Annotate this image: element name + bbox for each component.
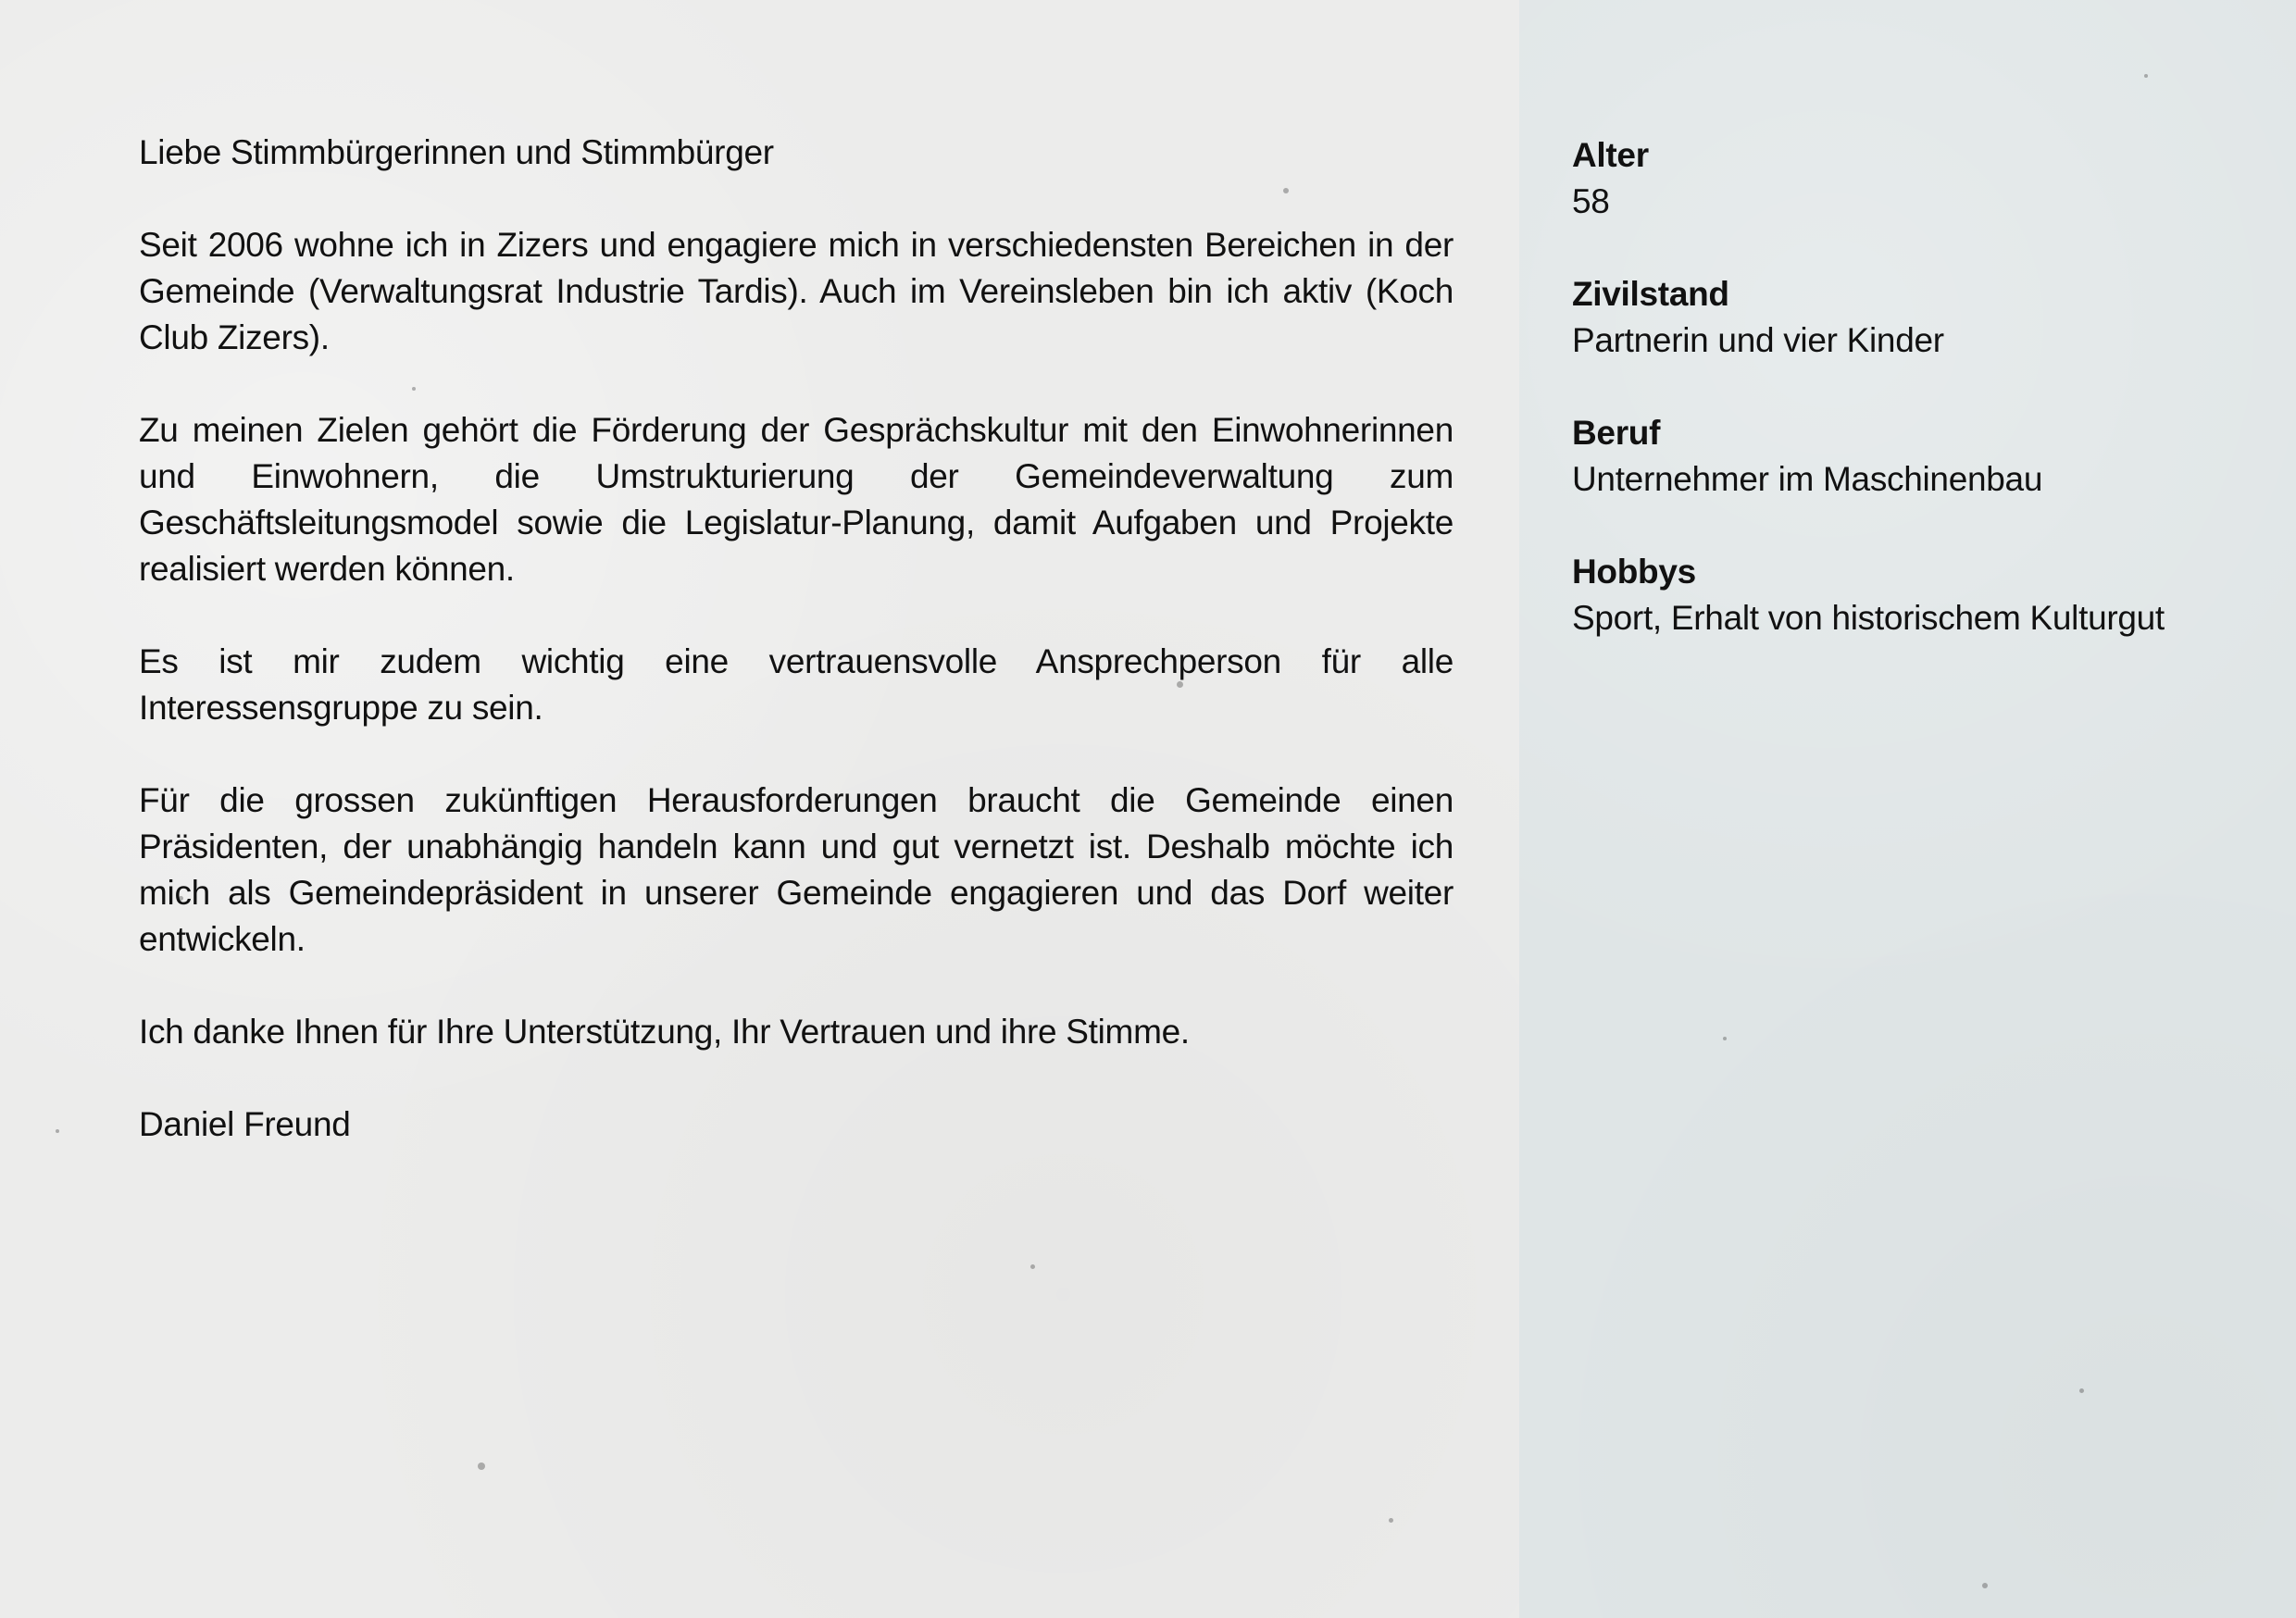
paper-speckle [2144, 74, 2148, 78]
letter-greeting: Liebe Stimmbürgerinnen und Stimmbürger [139, 133, 774, 171]
profile-entry-age [1572, 132, 2257, 225]
letter-paragraph: Für die grossen zukünftigen Herausforderungen braucht die Gemeinde einen Präsidenten, der unabhängig handeln kann und gut vernetzt ist. Deshalb möchte ich mich als Gemeindepräsident in unserer Gemeinde engagieren und das Dorf weiter entwickeln. [139, 781, 1454, 958]
profile-entry-occupation [1572, 410, 2257, 503]
letter-paragraph: Zu meinen Zielen gehört die Förderung der Gesprächskultur mit den Einwohnerinnen und Einwohnern, die Umstrukturierung der Gemeindeverwaltung zum Geschäftsleitungsmodel sowie die Legislatur-Planung, damit Aufgaben und Projekte realisiert werden können. [139, 411, 1454, 588]
letter-paragraph: Seit 2006 wohne ich in Zizers und engagiere mich in verschiedensten Bereichen in der Gemeinde (Verwaltungsrat Industrie Tardis). Auch im Vereinsleben bin ich aktiv (Koch Club Zizers). [139, 226, 1454, 356]
profile-label: Zivilstand [1572, 275, 1729, 313]
profile-label: Hobbys [1572, 553, 1696, 591]
paper-speckle [1982, 1583, 1988, 1588]
letter-signature: Daniel Freund [139, 1105, 351, 1143]
letter-paragraph: Ich danke Ihnen für Ihre Unterstützung, Ihr Vertrauen und ihre Stimme. [139, 1013, 1190, 1051]
paper-speckle [56, 1129, 59, 1133]
profile-value: Sport, Erhalt von historischem Kulturgut [1572, 599, 2165, 637]
profile-panel [1519, 0, 2296, 1618]
profile-value: Partnerin und vier Kinder [1572, 321, 1944, 359]
letter-paragraph: Es ist mir zudem wichtig eine vertrauensvolle Ansprechperson für alle Interessensgruppe zu sein. [139, 642, 1454, 727]
paper-speckle [1723, 1037, 1727, 1040]
profile-label: Alter [1572, 136, 1649, 174]
profile-facts [1572, 132, 2257, 688]
paper-speckle [478, 1462, 485, 1470]
paper-speckle [1030, 1264, 1035, 1269]
paper-speckle [2079, 1388, 2084, 1393]
profile-value: Unternehmer im Maschinenbau [1572, 460, 2043, 498]
profile-label: Beruf [1572, 414, 1661, 452]
profile-entry-civil-status [1572, 271, 2257, 364]
profile-value: 58 [1572, 182, 1610, 220]
paper-speckle [1389, 1518, 1393, 1523]
letter-text [139, 130, 1454, 1194]
profile-entry-hobbies [1572, 549, 2257, 641]
